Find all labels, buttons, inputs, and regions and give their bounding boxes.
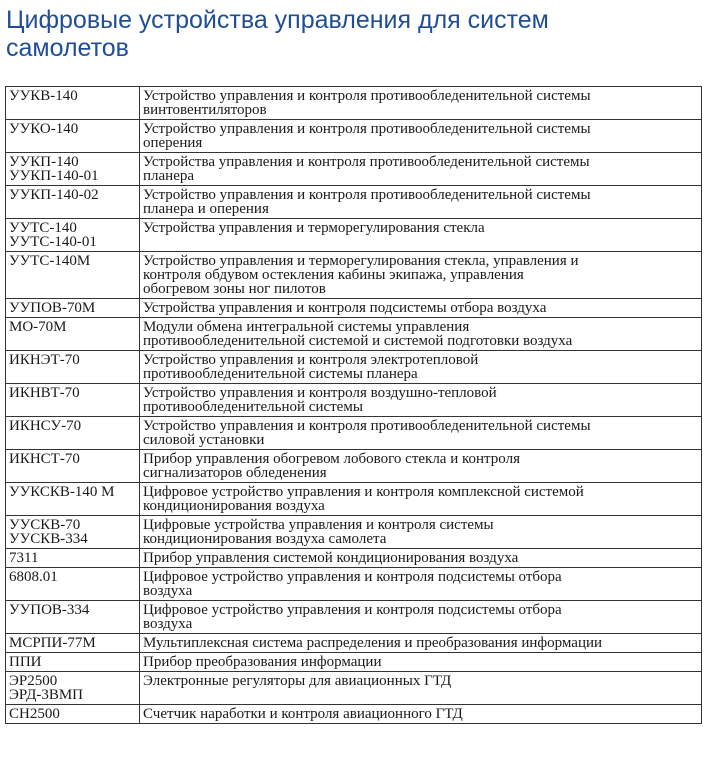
device-description: обогревом зоны ног пилотов (143, 281, 326, 297)
device-code: УУСКВ-70 (9, 517, 81, 533)
device-code: УУКСКВ-140 М (9, 484, 115, 500)
page-title-line: самолетов (6, 34, 129, 62)
device-description-cell (140, 672, 702, 705)
table-row (6, 153, 702, 186)
device-code: ИКНСТ-70 (9, 451, 80, 467)
device-description: Цифровое устройство управления и контроля комплексной системой (143, 484, 584, 500)
table-row (6, 672, 702, 705)
devices-table-body (6, 87, 702, 724)
device-code: УУПОВ-334 (9, 602, 90, 618)
device-code-cell (6, 417, 140, 450)
device-description: Цифровое устройство управления и контроля подсистемы отбора (143, 602, 562, 618)
device-description: Устройство управления и терморегулирования стекла, управления и (143, 253, 579, 269)
device-description-cell (140, 601, 702, 634)
device-description: планера (143, 168, 195, 184)
table-row (6, 450, 702, 483)
device-description-cell (140, 568, 702, 601)
device-description: сигнализаторов обледенения (143, 465, 327, 481)
table-row (6, 219, 702, 252)
device-description: планера и оперения (143, 201, 269, 217)
device-description-cell (140, 318, 702, 351)
device-code-cell (6, 549, 140, 568)
device-code: УУСКВ-334 (9, 531, 88, 547)
device-description-cell (140, 186, 702, 219)
device-description: противообледенительной системой и системой подготовки воздуха (143, 333, 573, 349)
device-code-cell (6, 299, 140, 318)
device-description: Счетчик наработки и контроля авиационного ГТД (143, 706, 463, 722)
device-description: Цифровое устройство управления и контроля подсистемы отбора (143, 569, 562, 585)
device-code: ППИ (9, 654, 42, 670)
device-description-cell (140, 549, 702, 568)
device-description: Электронные регуляторы для авиационных ГТД (143, 673, 452, 689)
table-row (6, 252, 702, 299)
device-code-cell (6, 120, 140, 153)
table-row (6, 120, 702, 153)
device-code-cell (6, 153, 140, 186)
device-code: УУТС-140-01 (9, 234, 97, 250)
page-title (6, 6, 696, 62)
device-code: СН2500 (9, 706, 60, 722)
device-code-cell (6, 672, 140, 705)
device-description-cell (140, 705, 702, 724)
device-description: Устройство управления и контроля противообледенительной системы (143, 88, 591, 104)
device-description-cell (140, 634, 702, 653)
device-description: Прибор преобразования информации (143, 654, 382, 670)
device-description: кондиционирования воздуха самолета (143, 531, 387, 547)
device-code: УУКВ-140 (9, 88, 78, 104)
device-description: Устройства управления и терморегулирования стекла (143, 220, 485, 236)
device-code-cell (6, 483, 140, 516)
device-description: Прибор управления обогревом лобового стекла и контроля (143, 451, 520, 467)
device-code: ИКНВТ-70 (9, 385, 80, 401)
device-code: УУКО-140 (9, 121, 79, 137)
table-row (6, 417, 702, 450)
device-description: Цифровые устройства управления и контроля системы (143, 517, 494, 533)
page-title-line: Цифровые устройства управления для систем (6, 6, 549, 34)
device-description-cell (140, 252, 702, 299)
device-description-cell (140, 299, 702, 318)
device-description: Устройство управления и контроля противообледенительной системы (143, 121, 591, 137)
device-description: Мультиплексная система распределения и преобразования информации (143, 635, 603, 651)
device-description: Устройство управления и контроля противообледенительной системы (143, 418, 591, 434)
device-code: УУПОВ-70М (9, 300, 96, 316)
device-code: ИКНСУ-70 (9, 418, 82, 434)
device-description-cell (140, 120, 702, 153)
table-row (6, 318, 702, 351)
device-code-cell (6, 219, 140, 252)
device-code-cell (6, 351, 140, 384)
device-description-cell (140, 384, 702, 417)
device-description: Прибор управления системой кондиционирования воздуха (143, 550, 519, 566)
table-row (6, 186, 702, 219)
device-description: силовой установки (143, 432, 265, 448)
device-description: Устройство управления и контроля электротепловой (143, 352, 479, 368)
device-code-cell (6, 516, 140, 549)
device-code-cell (6, 601, 140, 634)
table-row (6, 705, 702, 724)
device-description-cell (140, 653, 702, 672)
device-description: противообледенительной системы (143, 399, 363, 415)
device-description-cell (140, 483, 702, 516)
device-code: МО-70М (9, 319, 67, 335)
device-description-cell (140, 417, 702, 450)
device-code: УУТС-140М (9, 253, 91, 269)
device-description: Модули обмена интегральной системы управления (143, 319, 470, 335)
device-code-cell (6, 318, 140, 351)
device-code: ЭРД-3ВМП (9, 687, 84, 703)
device-code: УУКП-140-01 (9, 168, 99, 184)
devices-table (5, 86, 702, 724)
device-description-cell (140, 450, 702, 483)
device-description: Устройства управления и контроля подсистемы отбора воздуха (143, 300, 547, 316)
device-code-cell (6, 252, 140, 299)
table-row (6, 549, 702, 568)
device-description: противообледенительной системы планера (143, 366, 418, 382)
table-row (6, 483, 702, 516)
table-row (6, 384, 702, 417)
device-code-cell (6, 634, 140, 653)
device-code: 6808.01 (9, 569, 58, 585)
table-row (6, 87, 702, 120)
device-description-cell (140, 153, 702, 186)
device-code: ЭР2500 (9, 673, 58, 689)
device-description-cell (140, 219, 702, 252)
device-code: УУКП-140-02 (9, 187, 99, 203)
device-code: УУТС-140 (9, 220, 77, 236)
device-description: Устройство управления и контроля противообледенительной системы (143, 187, 591, 203)
device-description-cell (140, 516, 702, 549)
device-description: воздуха (143, 583, 193, 599)
device-description-cell (140, 351, 702, 384)
device-code-cell (6, 653, 140, 672)
device-description: винтовентиляторов (143, 102, 267, 118)
table-row (6, 634, 702, 653)
table-row (6, 516, 702, 549)
device-code: 7311 (9, 550, 39, 566)
device-code: УУКП-140 (9, 154, 79, 170)
device-description: воздуха (143, 616, 193, 632)
table-row (6, 653, 702, 672)
device-code-cell (6, 568, 140, 601)
device-description-cell (140, 87, 702, 120)
device-code-cell (6, 450, 140, 483)
table-row (6, 568, 702, 601)
device-description: кондиционирования воздуха (143, 498, 325, 514)
table-row (6, 351, 702, 384)
table-row (6, 601, 702, 634)
device-code: МСРПИ-77М (9, 635, 96, 651)
device-code-cell (6, 705, 140, 724)
table-row (6, 299, 702, 318)
device-description: Устройства управления и контроля противообледенительной системы (143, 154, 590, 170)
device-code-cell (6, 87, 140, 120)
device-description: контроля обдувом остекления кабины экипажа, управления (143, 267, 524, 283)
device-code-cell (6, 384, 140, 417)
device-description: оперения (143, 135, 203, 151)
device-code: ИКНЭТ-70 (9, 352, 80, 368)
device-code-cell (6, 186, 140, 219)
device-description: Устройство управления и контроля воздушно-тепловой (143, 385, 497, 401)
